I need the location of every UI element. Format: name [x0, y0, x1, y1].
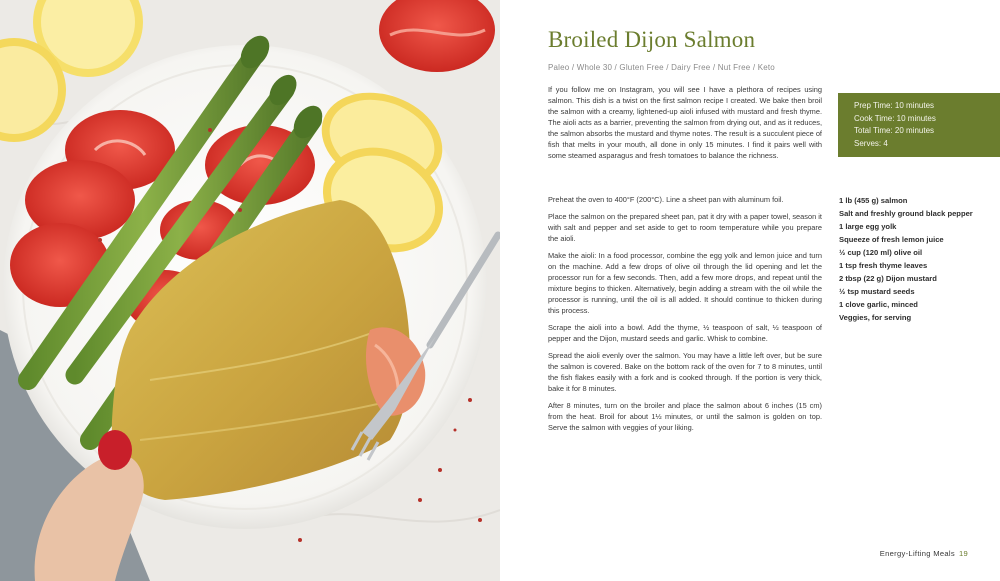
recipe-intro: If you follow me on Instagram, you will see I have a plethora of recipes using salmon. This dish is a twist on the first salmon recipe I created. We bake then broil the salmon with a creamy, lightened-up aioli infused with mustard and fresh thyme. The aioli acts as a barrier, preventing the salmon from drying out, and as it reduces, the salmon absorbs the mustard and thyme notes. The result is a succulent piece of fish that melts in your mouth, all done in only 15 minutes. I find it pairs well with some steamed asparagus and fresh tomatoes to balance the richness.: [548, 85, 822, 160]
step-4: Scrape the aioli into a bowl. Add the thyme, ½ teaspoon of salt, ½ teaspoon of pepper and the Dijon, mustard seeds and garlic. Whisk to combine.: [548, 323, 822, 343]
total-time: Total Time: 20 minutes: [854, 126, 935, 135]
step-3: Make the aioli: In a food processor, combine the egg yolk and lemon juice and turn on the machine. Add a few drops of olive oil through the lid opening and let the processor run for a few seconds. Then, add a few more drops, and repeat until the mixture begins to thicken. Alternatively, begin adding a stream with the oil while the processor is running, until the oil is all added. It should continue to thicken during this process.: [548, 251, 822, 315]
ingredient-item: Veggies, for serving: [839, 313, 912, 322]
recipe-meta-box: [838, 93, 1000, 157]
step-1: Preheat the oven to 400°F (200°C). Line a sheet pan with aluminum foil.: [548, 195, 784, 204]
ingredient-item: 1 clove garlic, minced: [839, 300, 918, 309]
cook-time: Cook Time: 10 minutes: [854, 113, 936, 123]
prep-time: Prep Time: 10 minutes: [854, 101, 935, 110]
page-number: 19: [958, 549, 968, 558]
step-6: After 8 minutes, turn on the broiler and place the salmon about 6 inches (15 cm) from the heat. Broil for about 1½ minutes, or until the salmon is golden on top. Serve the salmon with veggies of your liking.: [548, 401, 822, 432]
ingredient-item: Squeeze of fresh lemon juice: [839, 235, 944, 244]
step-2: Place the salmon on the prepared sheet pan, pat it dry with a paper towel, season it with salt and pepper and set aside to get to room temperature while you prepare the aioli.: [548, 212, 822, 243]
ingredients-list: [839, 194, 999, 324]
servings: Serves: 4: [854, 138, 888, 148]
ingredient-item: ½ tsp mustard seeds: [839, 287, 915, 296]
step-5: Spread the aioli evenly over the salmon. You may have a little left over, but be sure the salmon is covered. Bake on the bottom rack of the oven for 7 to 8 minutes, until the fish flakes easily with a fork and is cooked through. If the portion is very thick, bake it for 8 minutes.: [548, 351, 822, 393]
recipe-page: [500, 0, 1000, 581]
ingredient-item: 1 lb (455 g) salmon: [839, 196, 908, 205]
diet-tags: Paleo / Whole 30 / Gluten Free / Dairy Free / Nut Free / Keto: [548, 63, 775, 72]
section-name: Energy-Lifting Meals: [879, 549, 955, 558]
recipe-steps: [548, 194, 822, 439]
recipe-title: Broiled Dijon Salmon: [548, 27, 756, 52]
ingredient-item: ½ cup (120 ml) olive oil: [839, 248, 923, 257]
ingredient-item: 2 tbsp (22 g) Dijon mustard: [839, 274, 937, 283]
ingredient-item: 1 large egg yolk: [839, 222, 897, 231]
page-footer: [880, 549, 968, 558]
ingredient-item: 1 tsp fresh thyme leaves: [839, 261, 928, 270]
ingredient-item: Salt and freshly ground black pepper: [839, 209, 973, 218]
